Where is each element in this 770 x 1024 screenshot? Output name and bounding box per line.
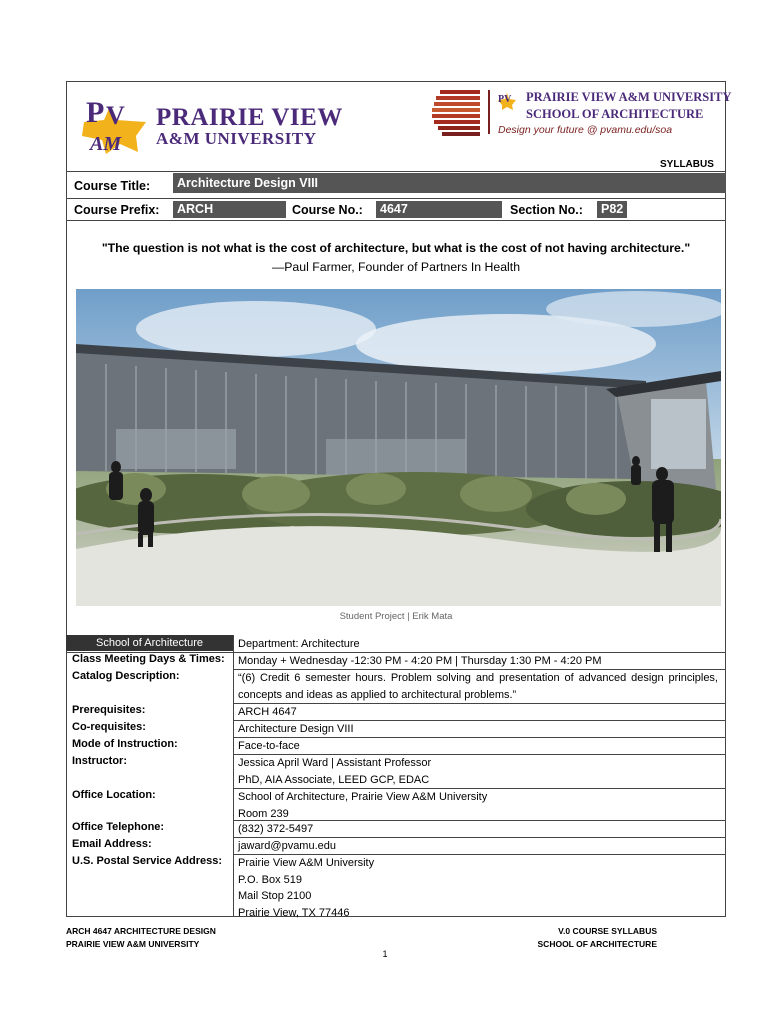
info-key: Office Location:	[72, 789, 156, 801]
quote-attribution: —Paul Farmer, Founder of Partners In Health	[271, 260, 521, 274]
info-key: Catalog Description:	[72, 670, 180, 682]
photo-caption: Student Project | Erik Mata	[339, 611, 453, 622]
info-key: Mode of Instruction:	[72, 738, 178, 750]
doc-type-label: SYLLABUS	[660, 159, 714, 170]
svg-text:PV: PV	[498, 94, 512, 105]
course-prefix-value: ARCH	[173, 201, 286, 218]
info-key: Office Telephone:	[72, 821, 165, 833]
course-number-label: Course No.:	[292, 203, 363, 217]
info-value	[238, 755, 718, 788]
footer-right-line1: V.0 COURSE SYLLABUS	[558, 926, 657, 936]
info-value: (832) 372-5497	[238, 823, 314, 835]
info-value	[238, 789, 718, 822]
footer-right-line2: SCHOOL OF ARCHITECTURE	[537, 939, 657, 949]
page-number: 1	[382, 949, 388, 959]
info-value: ARCH 4647	[238, 706, 297, 718]
building-rendering-image	[76, 289, 721, 606]
info-value: Face-to-face	[238, 740, 300, 752]
section-number-value: P82	[597, 201, 627, 218]
svg-text:P: P	[86, 96, 105, 129]
info-line: Mail Stop 2100	[238, 890, 312, 902]
info-key: Class Meeting Days & Times:	[72, 653, 225, 665]
table-column-divider	[233, 635, 234, 916]
course-prefix-label: Course Prefix:	[74, 203, 160, 217]
info-key: Prerequisites:	[72, 704, 146, 716]
info-value: “(6) Credit 6 semester hours. Problem solving and presentation of advanced design principles, concepts and ideas as applied to architectural problems.”	[238, 672, 718, 701]
info-key: U.S. Postal Service Address:	[72, 855, 222, 867]
footer-left-line1: ARCH 4647 ARCHITECTURE DESIGN	[66, 926, 216, 936]
info-key: Email Address:	[72, 838, 152, 850]
soa-logo	[430, 88, 732, 140]
info-line: School of Architecture, Prairie View A&M University	[238, 791, 488, 803]
info-line: Prairie View, TX 77446	[238, 906, 350, 919]
info-line: Jessica April Ward | Assistant Professor	[238, 757, 432, 769]
department-value: Department: Architecture	[238, 638, 360, 650]
soa-logo-tagline: Design your future @ pvamu.edu/soa	[498, 124, 673, 136]
footer-right	[538, 925, 657, 951]
course-number-value: 4647	[376, 201, 502, 218]
info-key: Instructor:	[72, 755, 127, 767]
logo-text-line2: A&M UNIVERSITY	[156, 129, 317, 148]
info-value: Monday + Wednesday -12:30 PM - 4:20 PM | Thursday 1:30 PM - 4:20 PM	[238, 655, 602, 667]
footer-left	[66, 925, 216, 951]
course-title-value: Architecture Design VIII	[173, 173, 726, 193]
svg-text:V: V	[106, 101, 125, 130]
info-value: Architecture Design VIII	[238, 723, 354, 735]
course-title-divider	[66, 198, 726, 199]
header-divider	[66, 171, 726, 172]
section-number-label: Section No.:	[510, 203, 583, 217]
info-value	[238, 855, 718, 921]
pvamu-monogram-icon	[76, 92, 152, 158]
soa-logo-line1: PRAIRIE VIEW A&M UNIVERSITY	[526, 90, 732, 104]
info-line: Prairie View A&M University	[238, 857, 375, 869]
logo-divider	[488, 90, 490, 134]
pvamu-logo	[76, 92, 343, 162]
logo-text-line1: PRAIRIE VIEW	[156, 104, 343, 131]
info-value: jaward@pvamu.edu	[238, 840, 336, 852]
svg-text:AM: AM	[90, 133, 122, 155]
footer-left-line2: PRAIRIE VIEW A&M UNIVERSITY	[66, 939, 200, 949]
school-label-cell: School of Architecture	[66, 635, 233, 651]
info-key: Co-requisites:	[72, 721, 146, 733]
pvamu-seal-icon	[496, 90, 518, 112]
quote-text: "The question is not what is the cost of architecture, but what is the cost of not having architecture."	[101, 241, 691, 255]
info-line: Room 239	[238, 807, 289, 820]
course-row-divider	[66, 220, 726, 221]
architecture-stripes-icon	[430, 90, 482, 136]
soa-logo-line2: SCHOOL OF ARCHITECTURE	[526, 107, 704, 121]
info-line: PhD, AIA Associate, LEED GCP, EDAC	[238, 773, 430, 786]
info-line: P.O. Box 519	[238, 873, 303, 886]
course-title-label: Course Title:	[74, 179, 151, 193]
